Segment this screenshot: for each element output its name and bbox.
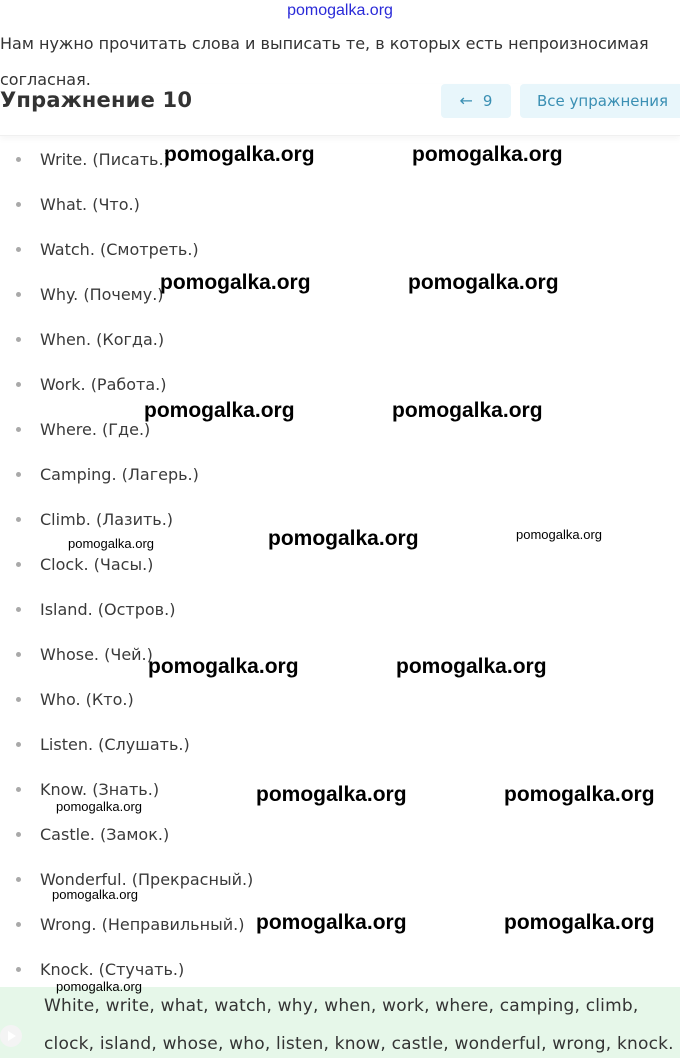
bullet (16, 472, 21, 477)
arrow-left-icon: ← (459, 91, 473, 110)
word-text: Wrong. (Неправильный.) (40, 915, 245, 934)
word-text: What. (Что.) (40, 195, 140, 214)
bullet (16, 832, 21, 837)
list-item (0, 632, 680, 677)
word-text: Who. (Кто.) (40, 690, 134, 709)
answer-block (0, 987, 680, 1058)
list-item (0, 677, 680, 722)
watermark-text: pomogalka.org (396, 655, 547, 678)
intro-text: Нам нужно прочитать слова и выписать те, в которых есть непроизносимая согласная. (0, 34, 649, 89)
watermark-text: pomogalka.org (164, 143, 315, 166)
list-item (0, 362, 680, 407)
watermark-text: pomogalka.org (516, 527, 602, 542)
word-text: Where. (Где.) (40, 420, 151, 439)
watermark-text: pomogalka.org (256, 911, 407, 934)
word-text: Knock. (Стучать.) (40, 960, 185, 979)
word-text: Camping. (Лагерь.) (40, 465, 199, 484)
exercise-header (0, 84, 680, 136)
word-text: Wonderful. (Прекрасный.) (40, 870, 254, 889)
word-text: Know. (Знать.) (40, 780, 160, 799)
prev-exercise-number: 9 (482, 92, 493, 110)
bullet (16, 337, 21, 342)
watermark-text: pomogalka.org (160, 271, 311, 294)
bullet (16, 562, 21, 567)
list-item (0, 587, 680, 632)
site-watermark-top: pomogalka.org (287, 2, 393, 19)
bullet (16, 607, 21, 612)
bullet (16, 877, 21, 882)
list-item (0, 182, 680, 227)
bullet (16, 787, 21, 792)
bullet (16, 922, 21, 927)
watermark-text: pomogalka.org (52, 887, 138, 902)
word-text: Climb. (Лазить.) (40, 510, 174, 529)
bullet (16, 202, 21, 207)
watermark-text: pomogalka.org (148, 655, 299, 678)
word-text: Why. (Почему.) (40, 285, 164, 304)
bullet (16, 697, 21, 702)
prev-exercise-button[interactable] (441, 84, 511, 118)
bullet (16, 652, 21, 657)
bullet (16, 967, 21, 972)
bullet (16, 292, 21, 297)
all-exercises-button[interactable]: Все упражнения (520, 84, 680, 118)
word-text: Listen. (Слушать.) (40, 735, 190, 754)
list-item (0, 137, 680, 182)
word-text: Island. (Остров.) (40, 600, 176, 619)
word-text: Work. (Работа.) (40, 375, 167, 394)
exercise-title: Упражнение 10 (0, 88, 193, 112)
watermark-text: pomogalka.org (68, 536, 154, 551)
word-text: Whose. (Чей.) (40, 645, 153, 664)
bullet (16, 247, 21, 252)
list-item (0, 452, 680, 497)
watermark-text: pomogalka.org (144, 399, 295, 422)
list-item (0, 272, 680, 317)
watermark-text: pomogalka.org (504, 911, 655, 934)
word-text: Write. (Писать.) (40, 150, 170, 169)
watermark-text: pomogalka.org (56, 799, 142, 814)
bullet (16, 742, 21, 747)
list-item (0, 227, 680, 272)
word-text: Watch. (Смотреть.) (40, 240, 199, 259)
watermark-text: pomogalka.org (256, 783, 407, 806)
watermark-text: pomogalka.org (56, 979, 142, 994)
watermark-text: pomogalka.org (504, 783, 655, 806)
list-item (0, 407, 680, 452)
word-text: Clock. (Часы.) (40, 555, 154, 574)
watermark-text: pomogalka.org (268, 527, 419, 550)
answer-text: White, write, what, watch, why, when, work, where, camping, climb, clock, island, whose, who, listen, know, castle, wonderful, wrong, knock. (44, 996, 674, 1054)
word-text: Castle. (Замок.) (40, 825, 170, 844)
word-list (0, 137, 680, 992)
list-item (0, 722, 680, 767)
watermark-text: pomogalka.org (408, 271, 559, 294)
bullet (16, 382, 21, 387)
play-icon[interactable] (0, 1025, 22, 1047)
list-item (0, 812, 680, 857)
watermark-text: pomogalka.org (412, 143, 563, 166)
bullet (16, 157, 21, 162)
list-item (0, 317, 680, 362)
bullet (16, 517, 21, 522)
watermark-text: pomogalka.org (392, 399, 543, 422)
bullet (16, 427, 21, 432)
word-text: When. (Когда.) (40, 330, 165, 349)
